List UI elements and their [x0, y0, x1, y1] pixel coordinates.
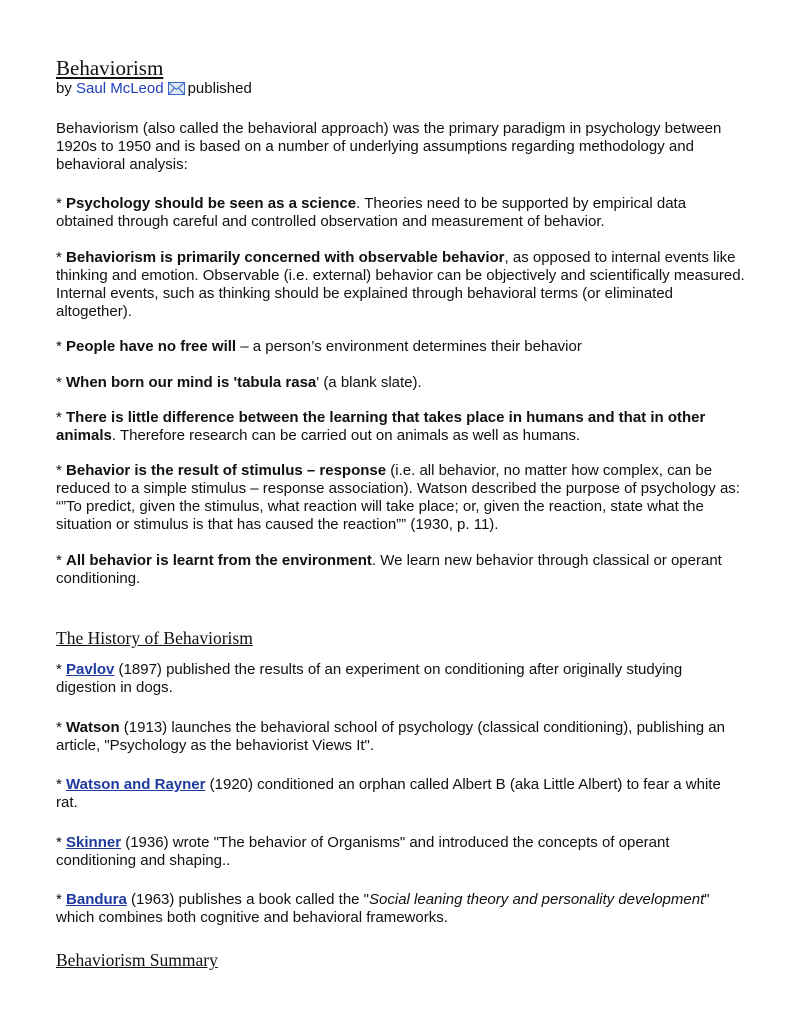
byline-suffix: published	[187, 80, 252, 97]
history-item: * Pavlov (1897) published the results of an experiment on conditioning after originally studying digestion in dogs.	[56, 661, 683, 696]
history-text: (1936) wrote "The behavior of Organisms" and introduced the concepts of operant conditioning and shaping..	[56, 834, 670, 869]
history-text: (1963) publishes a book called the "	[126, 891, 370, 908]
history-link-watson-rayner[interactable]: Watson and Rayner	[66, 776, 206, 793]
history-text: (1897) published the results of an experiment on conditioning after originally studying digestion in dogs.	[56, 661, 683, 696]
history-text-after: " which combines both cognitive and behavioral frameworks.	[56, 891, 710, 926]
assumption-text: . Therefore research can be carried out on animals as well as humans.	[111, 427, 581, 444]
byline	[56, 80, 252, 99]
assumption-item: * Psychology should be seen as a science. Theories need to be supported by empirical data obtained through careful and controlled observation and measurement of behavior.	[56, 195, 687, 230]
assumption-title: When born our mind is 'tabula rasa	[66, 374, 317, 391]
assumption-item: * There is little difference between the learning that takes place in humans and that in other animals. Therefore research can be carried out on animals as well as humans.	[56, 409, 706, 444]
history-link-bandura[interactable]: Bandura	[66, 891, 127, 908]
author-link[interactable]: Saul McLeod	[76, 80, 164, 97]
assumption-item: * When born our mind is 'tabula rasa' (a blank slate).	[56, 374, 422, 391]
assumption-item: * Behaviorism is primarily concerned with observable behavior, as opposed to internal events like thinking and emotion. Observable (i.e. external) behavior can be objectively and scientifically measured. Internal events, such as thinking should be explained through behavioral terms (or eliminated altogether).	[56, 249, 745, 320]
history-link-pavlov[interactable]: Pavlov	[66, 661, 115, 678]
history-name-watson: Watson	[66, 719, 120, 736]
history-item: * Bandura (1963) publishes a book called the "Social leaning theory and personality development" which combines both cognitive and behavioral frameworks.	[56, 891, 710, 926]
assumption-text: . We learn new behavior through classical or operant conditioning.	[56, 552, 722, 587]
assumption-item: * People have no free will – a person’s environment determines their behavior	[56, 338, 582, 355]
summary-heading: Behaviorism Summary	[56, 950, 218, 970]
assumption-title: Psychology should be seen as a science	[66, 195, 357, 212]
mail-icon[interactable]	[168, 82, 185, 99]
history-item: * Watson (1913) launches the behavioral school of psychology (classical conditioning), publishing an article, "Psychology as the behaviorist Views It".	[56, 719, 725, 754]
assumption-title: There is little difference between the learning that takes place in humans and that in other animals	[56, 409, 706, 444]
assumption-text: , as opposed to internal events like thinking and emotion. Observable (i.e. external) behavior can be objectively and scientifically measured. Internal events, such as thinking should be explained through behavioral terms (or eliminated altogether).	[56, 249, 745, 320]
book-title: Social leaning theory and personality development	[369, 891, 705, 908]
assumption-title: All behavior is learnt from the environment	[66, 552, 372, 569]
history-item: * Skinner (1936) wrote "The behavior of Organisms" and introduced the concepts of operant conditioning and shaping..	[56, 834, 670, 869]
assumption-text: (i.e. all behavior, no matter how complex, can be reduced to a simple stimulus – response association). Watson described the purpose of psychology as: “”To predict, given the stimulus, what reaction will take place; or, given the reaction, state what the situation or stimulus is that has caused the reaction”” (1930, p. 11).	[56, 462, 740, 533]
page-title: Behaviorism	[56, 56, 164, 80]
history-text: (1913) launches the behavioral school of psychology (classical conditioning), publishing an article, "Psychology as the behaviorist Views It".	[56, 719, 725, 754]
intro-paragraph: Behaviorism (also called the behavioral approach) was the primary paradigm in psychology between 1920s to 1950 and is based on a number of underlying assumptions regarding methodology and behavioral analysis:	[56, 120, 722, 173]
assumption-title: People have no free will	[66, 338, 237, 355]
assumption-item: * Behavior is the result of stimulus – response (i.e. all behavior, no matter how complex, can be reduced to a simple stimulus – response association). Watson described the purpose of psychology as: “”To predict, given the stimulus, what reaction will take place; or, given the reaction, state what the situation or stimulus is that has caused the reaction”” (1930, p. 11).	[56, 462, 740, 533]
assumption-text: ' (a blank slate).	[316, 374, 422, 391]
assumption-title: Behavior is the result of stimulus – response	[66, 462, 387, 479]
assumption-text: . Theories need to be supported by empirical data obtained through careful and controlled observation and measurement of behavior.	[56, 195, 687, 230]
byline-prefix: by	[56, 80, 72, 97]
history-link-skinner[interactable]: Skinner	[66, 834, 122, 851]
assumption-text: – a person’s environment determines their behavior	[236, 338, 582, 355]
history-heading: The History of Behaviorism	[56, 628, 253, 648]
history-item: * Watson and Rayner (1920) conditioned an orphan called Albert B (aka Little Albert) to fear a white rat.	[56, 776, 721, 811]
history-text: (1920) conditioned an orphan called Albert B (aka Little Albert) to fear a white rat.	[56, 776, 721, 811]
assumption-title: Behaviorism is primarily concerned with observable behavior	[66, 249, 505, 266]
assumption-item: * All behavior is learnt from the environment. We learn new behavior through classical or operant conditioning.	[56, 552, 722, 587]
